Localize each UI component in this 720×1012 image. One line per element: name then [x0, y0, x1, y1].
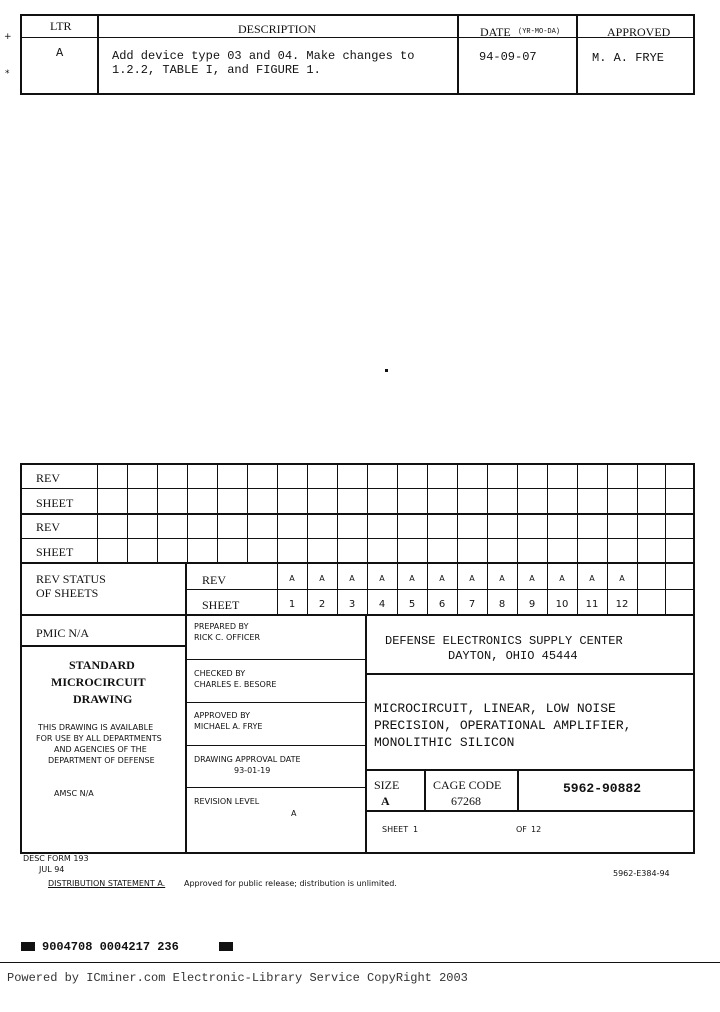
grid-column-line: [457, 463, 458, 563]
rev-status-sheet-cell: 9: [528, 599, 536, 610]
title-line-2: PRECISION, OPERATIONAL AMPLIFIER,: [374, 718, 632, 733]
amsc-label: AMSC N/A: [54, 789, 94, 798]
rev-status-rev-cell: A: [499, 574, 505, 583]
availability-1: THIS DRAWING IS AVAILABLE: [38, 723, 154, 732]
grid-column-line: [127, 463, 128, 563]
grid-column-line: [187, 463, 188, 563]
size-value: A: [381, 794, 390, 808]
grid-column-line: [487, 463, 488, 563]
standard-line-2: MICROCIRCUIT: [51, 675, 146, 689]
grid-column-line: [577, 463, 578, 563]
grid-column-line: [217, 463, 218, 563]
grid-rev-label-1: REV: [36, 471, 60, 485]
of-value: 12: [531, 825, 542, 834]
document-code: 5962-E384-94: [613, 869, 670, 878]
title-line-3: MONOLITHIC SILICON: [374, 735, 515, 750]
cage-code-label: CAGE CODE: [433, 778, 502, 792]
scan-mark-2: *: [5, 69, 10, 79]
prepared-by-label: PREPARED BY: [194, 622, 249, 631]
rev-status-rev-cell: A: [469, 574, 475, 583]
availability-4: DEPARTMENT OF DEFENSE: [48, 756, 155, 765]
of-label: OF: [516, 825, 527, 834]
rev-status-sheet-cell: 12: [615, 599, 629, 610]
grid-column-line: [427, 463, 428, 563]
grid-column-line: [397, 463, 398, 563]
availability-3: AND AGENCIES OF THE: [54, 745, 147, 754]
col-header-date-format: (YR-MO-DA): [518, 28, 561, 36]
approved-by-name: MICHAEL A. FRYE: [194, 722, 263, 731]
rev-status-label-1: REV STATUS: [36, 572, 106, 586]
sheet-label: SHEET: [382, 825, 409, 834]
barcode-block-right: [219, 942, 233, 951]
distribution-label: DISTRIBUTION STATEMENT A.: [48, 879, 166, 888]
form-number: DESC FORM 193: [23, 854, 89, 863]
agency-line-1: DEFENSE ELECTRONICS SUPPLY CENTER: [385, 634, 623, 648]
rev-status-rev-cell: A: [589, 574, 595, 583]
col-header-date: DATE: [480, 25, 511, 39]
grid-column-line: [665, 463, 666, 563]
form-date: JUL 94: [39, 865, 65, 874]
rev-status-label-2: OF SHEETS: [36, 586, 99, 600]
rev-status-sheet-cell: 8: [498, 599, 506, 610]
cage-code-value: 67268: [451, 794, 481, 808]
grid-column-line: [547, 463, 548, 563]
distribution-text: Approved for public release; distribution is unlimited.: [184, 879, 397, 888]
grid-column-line: [367, 463, 368, 563]
sheet-value: 1: [413, 825, 419, 834]
revision-level-label: REVISION LEVEL: [194, 797, 260, 806]
rev-status-sheet-cell: 1: [288, 599, 296, 610]
checked-by-name: CHARLES E. BESORE: [194, 680, 277, 689]
grid-column-line: [277, 463, 278, 563]
rev-status-rev-cell: A: [559, 574, 565, 583]
rev-status-rev-cell: A: [289, 574, 295, 583]
approved-by-label: APPROVED BY: [194, 711, 251, 720]
grid-column-line: [607, 463, 608, 563]
rev-status-rev-cell: A: [409, 574, 415, 583]
rev-status-rev-cell: A: [349, 574, 355, 583]
grid-column-line: [247, 463, 248, 563]
rev-status-sheet-cell: 5: [408, 599, 416, 610]
status-column-line: [637, 562, 638, 615]
grid-rev-label-2: REV: [36, 520, 60, 534]
agency-line-2: DAYTON, OHIO 45444: [448, 649, 578, 663]
col-header-ltr: LTR: [50, 19, 72, 33]
revision-level-value: A: [291, 809, 297, 818]
checked-by-label: CHECKED BY: [194, 669, 246, 678]
rev-status-rev-cell: A: [619, 574, 625, 583]
barcode-text: 9004708 0004217 236: [42, 940, 179, 954]
scan-mark-1: +: [4, 32, 12, 42]
drawing-number: 5962-90882: [563, 781, 642, 796]
pmic-label: PMIC N/A: [36, 626, 90, 640]
rev-status-sheet-cell: 2: [318, 599, 326, 610]
rev-status-sheet-cell: 10: [555, 599, 569, 610]
scan-dot: [385, 369, 388, 372]
standard-line-1: STANDARD: [69, 658, 135, 672]
rev-status-rev-cell: A: [379, 574, 385, 583]
rev-status-sheet-cell: 7: [468, 599, 476, 610]
title-line-1: MICROCIRCUIT, LINEAR, LOW NOISE: [374, 701, 616, 716]
grid-column-line: [517, 463, 518, 563]
availability-2: FOR USE BY ALL DEPARTMENTS: [36, 734, 162, 743]
revision-entry-description-1: Add device type 03 and 04. Make changes to: [112, 49, 415, 63]
rev-status-sheet-cell: 11: [585, 599, 599, 610]
revision-entry-approved: M. A. FRYE: [592, 51, 665, 65]
revision-entry-ltr: A: [56, 46, 64, 60]
grid-column-line: [337, 463, 338, 563]
rev-status-rev-cell: A: [529, 574, 535, 583]
approval-date-label: DRAWING APPROVAL DATE: [194, 755, 301, 764]
rev-status-sheet-label: SHEET: [202, 598, 240, 612]
revision-entry-date: 94-09-07: [479, 50, 537, 64]
rev-status-rev-label: REV: [202, 573, 226, 587]
rev-status-sheet-cell: 6: [438, 599, 446, 610]
col-header-description: DESCRIPTION: [238, 22, 317, 36]
powered-by: Powered by ICminer.com Electronic-Library Service CopyRight 2003: [7, 971, 468, 985]
rev-status-sheet-cell: 3: [348, 599, 356, 610]
grid-column-line: [157, 463, 158, 563]
revision-entry-description-2: 1.2.2, TABLE I, and FIGURE 1.: [112, 63, 321, 77]
grid-sheet-label-2: SHEET: [36, 545, 74, 559]
status-column-line: [665, 562, 666, 615]
grid-sheet-label-1: SHEET: [36, 496, 74, 510]
prepared-by-name: RICK C. OFFICER: [194, 633, 261, 642]
size-label: SIZE: [374, 778, 400, 792]
rev-status-rev-cell: A: [319, 574, 325, 583]
standard-line-3: DRAWING: [73, 692, 133, 706]
col-header-approved: APPROVED: [607, 25, 671, 39]
grid-column-line: [97, 463, 98, 563]
barcode-block-left: [21, 942, 35, 951]
grid-column-line: [637, 463, 638, 563]
rev-status-sheet-cell: 4: [378, 599, 386, 610]
grid-column-line: [307, 463, 308, 563]
approval-date-value: 93-01-19: [234, 766, 271, 775]
rev-status-rev-cell: A: [439, 574, 445, 583]
